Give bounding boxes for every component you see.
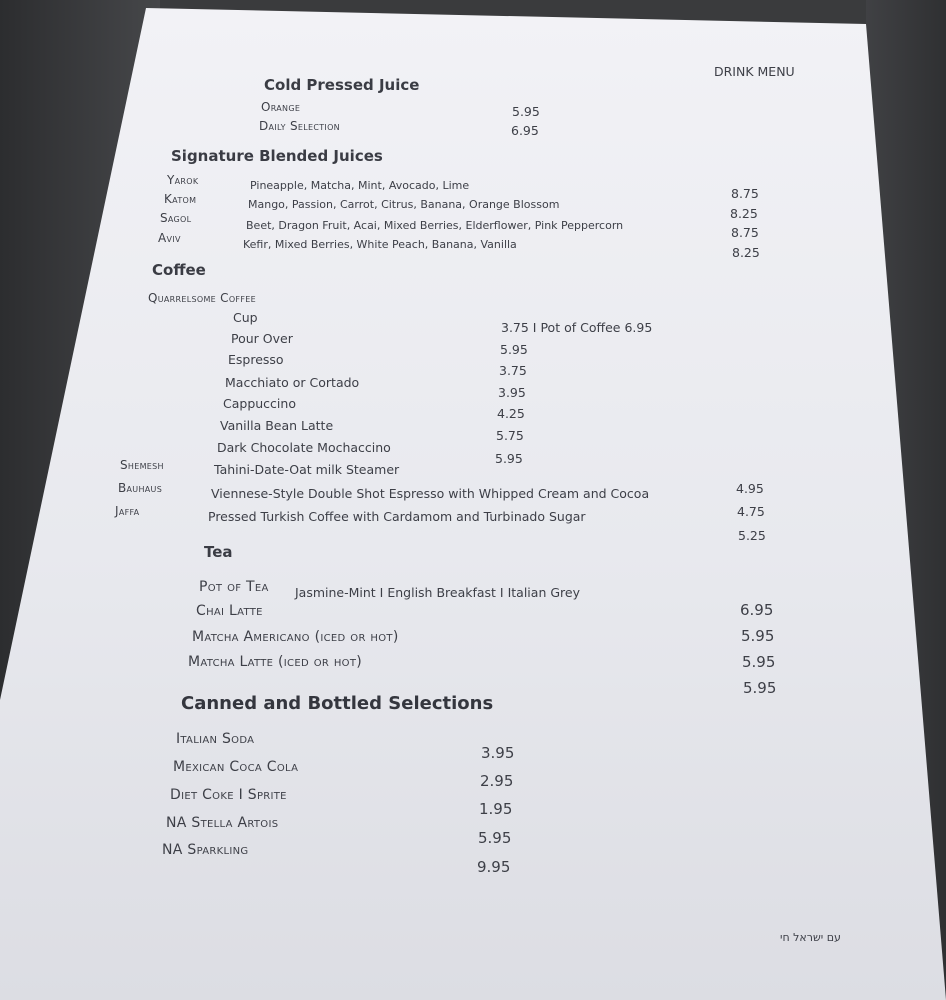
menu-item-price: 8.75 — [731, 186, 759, 201]
menu-item-price: 4.25 — [497, 406, 525, 421]
menu-item-price: 5.95 — [500, 342, 528, 357]
menu-item-name: Katom — [164, 192, 197, 206]
menu-item-price: 3.75 I Pot of Coffee 6.95 — [501, 320, 653, 335]
menu-item-price: 8.25 — [732, 245, 760, 260]
menu-item-name: Yarok — [167, 173, 199, 187]
menu-item-name: Pour Over — [231, 331, 293, 346]
menu-item-price: 5.95 — [743, 679, 777, 697]
section-heading-tea: Tea — [204, 543, 233, 561]
section-heading-coffee: Coffee — [152, 261, 206, 279]
footer-hebrew-text: עם ישראל חי — [780, 931, 841, 944]
menu-item-price: 8.25 — [730, 206, 758, 221]
menu-item-description: Pressed Turkish Coffee with Cardamom and Turbinado Sugar — [208, 509, 586, 524]
menu-item-name: Cappuccino — [223, 396, 296, 411]
menu-item-name: Mexican Coca Cola — [173, 759, 299, 775]
menu-item-name: Italian Soda — [176, 731, 255, 747]
section-heading-signature: Signature Blended Juices — [171, 147, 383, 165]
menu-item-price: 5.75 — [496, 428, 524, 443]
menu-item-price: 3.95 — [498, 385, 526, 400]
menu-item-name: Vanilla Bean Latte — [220, 418, 334, 433]
menu-item-description: Viennese-Style Double Shot Espresso with Whipped Cream and Cocoa — [211, 486, 650, 501]
menu-item-description: Beet, Dragon Fruit, Acai, Mixed Berries, Elderflower, Pink Peppercorn — [246, 219, 624, 232]
menu-item-name: Orange — [261, 100, 301, 114]
menu-item-name: Espresso — [228, 352, 284, 367]
menu-item-name: Chai Latte — [196, 603, 263, 619]
menu-item-price: 5.95 — [478, 829, 512, 847]
menu-item-name: Sagol — [160, 211, 192, 225]
menu-item-name: Macchiato or Cortado — [225, 375, 360, 390]
menu-item-name: Diet Coke I Sprite — [170, 787, 287, 803]
menu-item-price: 4.95 — [736, 481, 764, 496]
menu-item-name: Cup — [233, 310, 258, 325]
menu-item-price: 8.75 — [731, 225, 759, 240]
menu-item-description: Jasmine-Mint I English Breakfast I Italian Grey — [295, 585, 580, 600]
menu-item-price: 5.25 — [738, 528, 766, 543]
menu-item-price: 5.95 — [512, 104, 540, 119]
menu-item-name: Pot of Tea — [199, 579, 269, 595]
menu-title: DRINK MENU — [714, 64, 795, 79]
menu-item-price: 4.75 — [737, 504, 765, 519]
menu-item-name: NA Sparkling — [162, 842, 249, 858]
menu-item-name: Bauhaus — [118, 481, 163, 495]
menu-item-name: Aviv — [158, 231, 181, 245]
menu-item-price: 9.95 — [477, 858, 511, 876]
menu-item-name: Shemesh — [120, 458, 164, 472]
menu-item-name: Matcha Americano (iced or hot) — [192, 629, 399, 645]
menu-item-name: Matcha Latte (iced or hot) — [188, 654, 363, 670]
menu-item-price: 1.95 — [479, 800, 513, 818]
menu-item-price: 6.95 — [740, 601, 774, 619]
coffee-subheading: Quarrelsome Coffee — [148, 291, 256, 305]
menu-item-name: NA Stella Artois — [166, 815, 279, 831]
menu-item-description: Mango, Passion, Carrot, Citrus, Banana, Orange Blossom — [248, 198, 560, 211]
menu-item-price: 2.95 — [480, 772, 514, 790]
menu-item-description: Pineapple, Matcha, Mint, Avocado, Lime — [250, 179, 470, 192]
menu-item-name: Daily Selection — [259, 119, 340, 133]
menu-item-price: 3.75 — [499, 363, 527, 378]
section-heading-canned: Canned and Bottled Selections — [181, 693, 494, 714]
menu-item-description: Kefir, Mixed Berries, White Peach, Banana, Vanilla — [243, 238, 517, 251]
menu-item-price: 5.95 — [741, 627, 775, 645]
menu-item-price: 6.95 — [511, 123, 539, 138]
section-heading-cold-pressed: Cold Pressed Juice — [264, 76, 420, 94]
menu-item-price: 3.95 — [481, 744, 515, 762]
menu-item-name: Dark Chocolate Mochaccino — [217, 440, 391, 455]
menu-item-price: 5.95 — [495, 451, 523, 466]
menu-item-name: Jaffa — [115, 504, 140, 518]
menu-item-price: 5.95 — [742, 653, 776, 671]
menu-item-description: Tahini-Date-Oat milk Steamer — [214, 462, 400, 477]
